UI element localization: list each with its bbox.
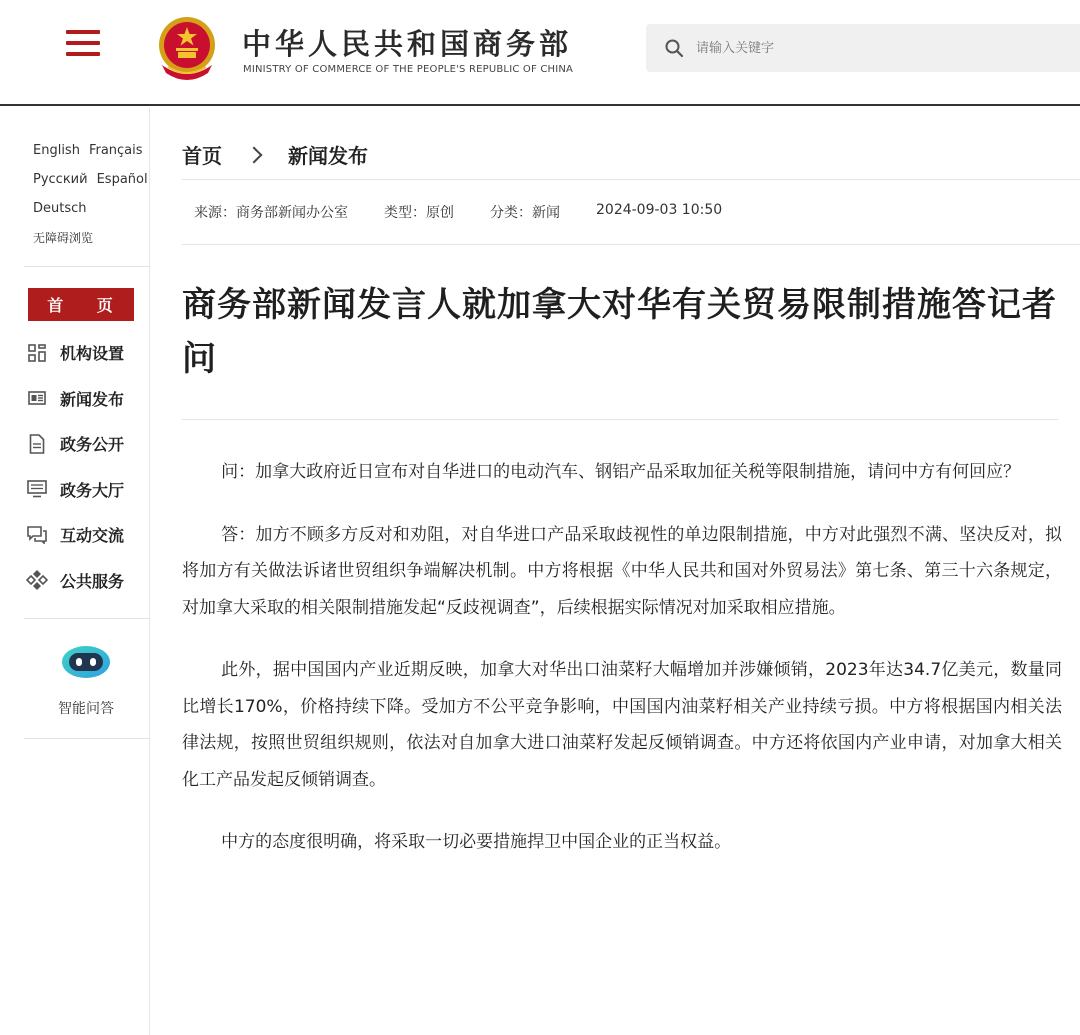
sidebar-nav	[26, 330, 150, 603]
site-title-en: MINISTRY OF COMMERCE OF THE PEOPLE'S REPUBLIC OF CHINA	[243, 64, 574, 75]
divider	[182, 244, 1080, 245]
lang-french[interactable]: Français	[88, 143, 143, 158]
newspaper-icon	[26, 387, 48, 409]
article-paragraph: 中方的态度很明确，将采取一切必要措施捍卫中国企业的正当权益。	[221, 832, 732, 852]
smart-qa-label: 智能问答	[58, 701, 114, 717]
sidebar-item-news[interactable]	[26, 376, 150, 422]
sidebar	[0, 108, 150, 1035]
article-paragraph: 答：加方不顾多方反对和劝阻，对自华进口产品采取歧视性的单边限制措施，中方对此强烈不满、坚决反对，拟将加方有关做法诉诸世贸组织争端解决机制。中方将根据《中华人民共和国对外贸易法》第七条、第三十六条规定，对加拿大采取的相关限制措施发起“反歧视调查”，后续根据实际情况对加采取相应措施。	[182, 524, 1062, 618]
meta-source: 来源：商务部新闻办公室	[194, 205, 348, 221]
lang-german[interactable]: Deutsch	[33, 201, 87, 216]
breadcrumb-current[interactable]: 新闻发布	[288, 144, 368, 168]
sidebar-item-label: 政务大厅	[60, 480, 125, 500]
sidebar-item-gov-affairs[interactable]	[26, 421, 150, 467]
breadcrumb	[182, 140, 368, 169]
divider	[24, 266, 150, 267]
chevron-right-icon	[246, 146, 263, 163]
national-emblem-icon	[154, 15, 220, 83]
chat-icon	[26, 524, 48, 546]
article-body	[182, 454, 1062, 887]
monitor-icon	[26, 478, 48, 500]
sidebar-item-org[interactable]	[26, 330, 150, 376]
article-paragraph: 问：加拿大政府近日宣布对自华进口的电动汽车、钢铝产品采取加征关税等限制措施，请问中方有何回应？	[221, 462, 1021, 482]
search-icon[interactable]	[664, 38, 684, 58]
site-header	[0, 0, 1080, 106]
article-meta	[194, 202, 758, 222]
search-box	[646, 24, 1080, 72]
site-title-cn[interactable]: 中华人民共和国商务部	[242, 27, 573, 61]
divider	[24, 738, 150, 739]
divider	[24, 618, 150, 619]
sidebar-item-public-service[interactable]	[26, 558, 150, 604]
sidebar-item-label: 公共服务	[60, 571, 125, 591]
sidebar-item-label: 政务公开	[60, 435, 125, 455]
sidebar-item-service-hall[interactable]	[26, 467, 150, 513]
smart-qa-button[interactable]	[44, 642, 128, 718]
robot-assistant-icon	[60, 642, 112, 682]
divider	[182, 179, 1080, 180]
meta-type: 类型：原创	[384, 205, 454, 221]
article-paragraph: 此外，据中国国内产业近期反映，加拿大对华出口油菜籽大幅增加并涉嫌倾销，2023年达34.7亿美元，数量同比增长170%，价格持续下降。受加方不公平竞争影响，中国国内油菜籽相关产业持续亏损。中方将根据国内相关法律法规，按照世贸组织规则，依法对自加拿大进口油菜籽发起反倾销调查。中方还将依国内产业申请，对加拿大相关化工产品发起反倾销调查。	[182, 660, 1062, 790]
sidebar-item-label: 机构设置	[60, 344, 125, 364]
divider	[182, 419, 1058, 420]
meta-category: 分类：新闻	[490, 205, 560, 221]
lang-english[interactable]: English	[33, 143, 80, 158]
sidebar-item-label: 新闻发布	[60, 389, 125, 409]
service-diamond-icon	[26, 569, 48, 591]
hamburger-menu-icon[interactable]	[66, 30, 104, 62]
language-links	[33, 136, 148, 252]
document-icon	[26, 433, 48, 455]
sidebar-item-label: 互动交流	[60, 526, 125, 546]
accessibility-link[interactable]: 无障碍浏览	[33, 231, 94, 245]
home-button[interactable]: 首 页	[28, 288, 134, 321]
org-grid-icon	[26, 342, 48, 364]
breadcrumb-home[interactable]: 首页	[182, 144, 222, 168]
sidebar-item-interaction[interactable]	[26, 512, 150, 558]
lang-russian[interactable]: Русский	[33, 172, 88, 187]
meta-datetime: 2024-09-03 10:50	[596, 202, 723, 218]
article-title: 商务部新闻发言人就加拿大对华有关贸易限制措施答记者问	[182, 285, 1057, 379]
lang-spanish[interactable]: Español	[96, 172, 148, 187]
search-input[interactable]	[696, 32, 1066, 64]
